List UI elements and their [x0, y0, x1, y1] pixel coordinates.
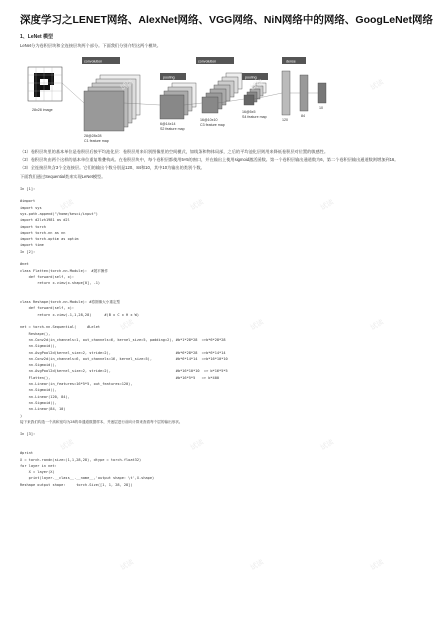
code-line: import d2lzh1981 as d2l	[20, 218, 70, 223]
pool1-label: pooling	[163, 75, 175, 80]
watermark-text: 试读	[369, 558, 386, 572]
code-line: In [1]:	[20, 186, 36, 191]
f6-label: 84	[301, 114, 305, 118]
watermark-text: 试读	[119, 318, 136, 332]
code-line: In [3]:	[20, 432, 36, 437]
paragraph-4: 下面我们通过Sequential类来实现LeNet模型。	[20, 173, 106, 179]
s4-label-b: S4 feature map	[242, 115, 267, 119]
code-line: sys.path.append("/home/kesci/input")	[20, 212, 98, 216]
watermark-text: 试读	[119, 78, 136, 92]
conv1-label: convolution	[84, 59, 103, 64]
code-line: def forward(self, x):	[20, 306, 75, 311]
document-page	[20, 14, 434, 488]
code-line: #net	[20, 262, 29, 267]
watermark-text: 试读	[369, 318, 386, 332]
paragraph-2: （2）卷积层块由两个这样的基本单位重复堆叠构成。在卷积层块中，每个卷积层都使用5×5的窗口，并在输出上使用sigmoid激活函数。第一个卷积层输出通道数为6，第二个卷积层输出通道数则增加到16。	[20, 157, 399, 163]
watermark-text: 试读	[59, 438, 76, 452]
intro-text: LeNet分为卷积层块和全连接层块两个部分。下面我们分别介绍这两个模块。	[20, 43, 161, 48]
watermark-text: 试读	[249, 558, 266, 572]
code-line: return x.view(-1,1,28,28) #(B x C x H x W)	[20, 312, 139, 317]
code-line: import torch.optim as optim	[20, 237, 79, 242]
code-line: Reshape output shape: torch.Size([1, 1, 28, 28])	[20, 482, 133, 487]
code-line: X = layer(X)	[20, 470, 55, 475]
s4-label-a: 16@5x5	[242, 110, 256, 114]
code-line: 接下来我们构造一个高和宽均为28的单通道数据样本，并逐层进行前向计算来查看每个层的输出形状。	[20, 419, 183, 424]
code-line: for layer in net:	[20, 463, 57, 468]
code-line: print(layer.__class__.__name__,'output shape: \t',X.shape)	[20, 476, 155, 481]
code-line: class Flatten(torch.nn.Module): #展平操作	[20, 268, 108, 273]
watermark-text: 试读	[319, 198, 336, 212]
code-line: nn.Conv2d(in_channels=6, out_channels=16, kernel_size=5), #b*6*14*14 =>b*16*10*10	[20, 356, 228, 361]
watermark-text: 试读	[249, 318, 266, 332]
code-line: nn.Linear(120, 84),	[20, 394, 70, 399]
dense-layers	[282, 71, 326, 122]
code-line: return x.view(x.shape[0], -1)	[20, 281, 101, 286]
lenet-figure	[20, 53, 424, 145]
code-line: import torch	[20, 224, 46, 229]
s2-label-a: 6@14x14	[160, 122, 176, 126]
f5-label: 120	[282, 118, 288, 122]
watermark-text: 试读	[319, 438, 336, 452]
code-line: nn.Conv2d(in_channels=1, out_channels=6, kernel_size=5, padding=2), #b*1*28*28 =>b*6*28*28	[20, 337, 226, 342]
code-line: import time	[20, 243, 44, 248]
s4-stack	[244, 83, 266, 105]
watermark-text: 试读	[189, 198, 206, 212]
paragraph-1: （1）卷积层块里的基本单位是卷积层后接平均池化层：卷积层用来识别图像里的空间模式，如线条和物体局部，之后的平均池化层则用来降低卷积层对位置的敏感性。	[20, 149, 329, 154]
code-line: nn.AvgPool2d(kernel_size=2, stride=2), #b*6*28*28 =>b*6*14*14	[20, 350, 226, 355]
code-line: )	[20, 413, 23, 418]
paragraph-3: （3）全连接层块含3个全连接层。它们的输出个数分别是120、84和10，其中10为输出的类别个数。	[20, 165, 205, 171]
doc-title: 深度学习之LENET网络、AlexNet网络、VGG网络、NiN网络中的网络、GoogLeNet网络	[20, 14, 434, 26]
code-line: In [2]:	[20, 249, 36, 254]
code-line: #print	[20, 451, 33, 456]
code-line: #import	[20, 199, 36, 204]
code-line: Flatten(), #b*16*5*5 => b*400	[20, 375, 220, 380]
input-image	[28, 67, 62, 101]
code-line: class Reshape(torch.nn.Module): #将图像大小重定型	[20, 300, 121, 305]
watermark-text: 试读	[369, 78, 386, 92]
c1-label-b: C1 feature map	[84, 139, 109, 143]
code-block	[20, 186, 424, 488]
watermark-text: 试读	[59, 198, 76, 212]
watermark-text: 试读	[189, 438, 206, 452]
code-line: def forward(self, x):	[20, 274, 75, 279]
code-line: nn.Sigmoid(),	[20, 363, 57, 368]
s2-stack	[160, 83, 196, 119]
code-line: nn.Sigmoid(),	[20, 388, 57, 393]
watermark-text: 试读	[249, 78, 266, 92]
c3-label-b: C3 feature map	[200, 123, 225, 127]
s2-label-b: S2 feature map	[160, 127, 185, 131]
c3-stack	[202, 73, 242, 113]
out-label: 10	[319, 106, 323, 110]
input-label: 28x28 image	[32, 108, 53, 112]
code-line: import torch.nn as nn	[20, 230, 66, 235]
section-heading: 1、LeNet 模型	[20, 34, 54, 40]
code-line: nn.Sigmoid(),	[20, 400, 57, 405]
code-line: nn.Linear(84, 10)	[20, 407, 66, 412]
code-line: import sys	[20, 205, 42, 210]
code-line: nn.Linear(in_features=16*5*5, out_features=120),	[20, 382, 133, 387]
dense-label: dense	[286, 59, 296, 64]
code-line: Reshape(),	[20, 331, 51, 336]
code-line: nn.AvgPool2d(kernel_size=2, stride=2), #b*16*10*10 => b*16*5*5	[20, 369, 228, 374]
code-line: net = torch.nn.Sequential( #Lelet	[20, 325, 101, 330]
code-line: X = torch.randn(size=(1,1,28,28), dtype = torch.float32)	[20, 457, 142, 462]
conv2-label: convolution	[198, 59, 217, 64]
c1-stack	[84, 75, 140, 131]
code-line: nn.Sigmoid(),	[20, 344, 57, 349]
c3-label-a: 16@10x10	[200, 118, 218, 122]
pool2-label: pooling	[245, 75, 257, 80]
c1-label-a: 28@28x28	[84, 134, 102, 138]
lenet-diagram	[20, 53, 424, 145]
watermark-text: 试读	[119, 558, 136, 572]
